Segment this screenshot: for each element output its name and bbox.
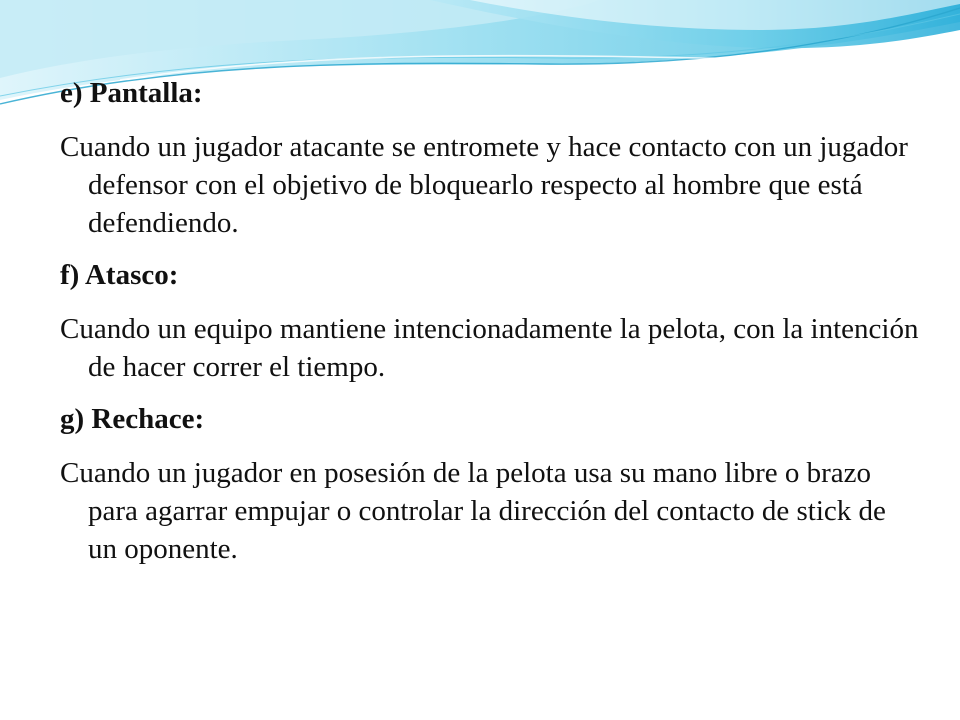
section-text-pantalla: Cuando un jugador atacante se entromete y hace contacto con un jugador defensor con el objetivo de bloquearlo respecto al hombre que está defendiendo.	[60, 131, 908, 239]
section-text-rechace: Cuando un jugador en posesión de la pelota usa su mano libre o brazo para agarrar empujar o controlar la dirección del contacto de stick de un oponente.	[60, 457, 886, 565]
slide-content	[60, 74, 920, 568]
section-heading-pantalla: e) Pantalla:	[60, 77, 203, 109]
section-heading-rechace: g) Rechace:	[60, 403, 205, 435]
section-text-atasco: Cuando un equipo mantiene intencionadamente la pelota, con la intención de hacer correr el tiempo.	[60, 313, 919, 383]
section-heading-atasco: f) Atasco:	[60, 259, 179, 291]
